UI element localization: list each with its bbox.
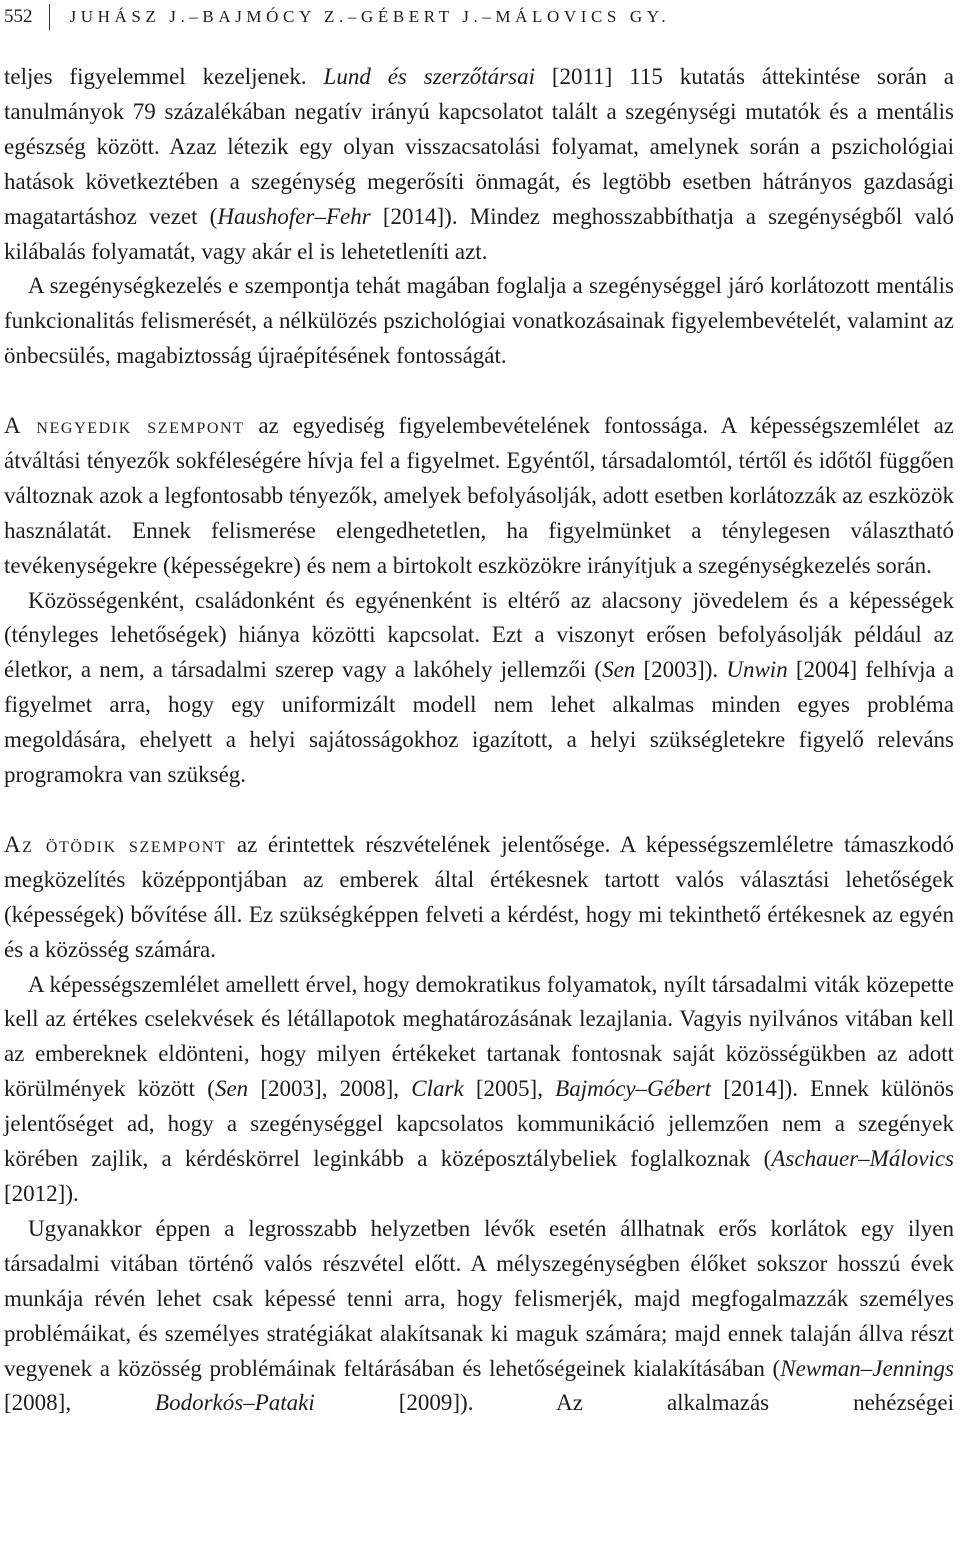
page-number: 552 [4, 6, 33, 27]
text-run: [2003], 2008], [248, 1076, 412, 1102]
text-run: [2011] 115 kutatás áttekintése során a tanulmányok 79 százalékában negatív irányú kapcsolatot talált a szegénységi mutatók és a mentális egészség között. Azaz létezik egy olyan visszacsatolási folyamat, amelynek során a pszichológiai hatások következtében a szegénység megerősíti önmagát, és legtöbb esetben hátrányos gazdasági magatartáshoz vezet ( [4, 64, 954, 229]
text-run: [2003]). [635, 657, 727, 683]
paragraph-p6 [4, 968, 954, 1212]
citation-author: Bodorkós–Pataki [155, 1390, 315, 1416]
running-head-authors: JUHÁSZ J.–BAJMÓCY Z.–GÉBERT J.–MÁLOVICS GY. [69, 7, 671, 26]
paragraph-p1 [4, 60, 954, 269]
text-run: Közösségenként, családonként és egyénenként is eltérő az alacsony jövedelem és a képességek (tényleges lehetőségek) hiánya közötti kapcsolat. Ezt a viszonyt erősen befolyásolják például az életkor, a nem, a társadalmi szerep vagy a lakóhely jellemzői ( [4, 587, 954, 683]
text-run: A képességszemlélet amellett érvel, hogy demokratikus folyamatok, nyílt társadalmi viták közepette kell az értékes cselekvések és létállapotok meghatározásának lezajlania. Vagyis nyilvános vitában kell az embereknek eldönteni, hogy milyen értékeket tartanak fontosnak saját közösségükben az adott körülmények között ( [4, 971, 954, 1102]
text-run: az érintettek részvételének jelentősége. A képességszemléletre támaszkodó megközelítés középpontjában az emberek által értékesnek tartott valós választási lehetőségek (képességek) bővítése áll. Ez szükségképpen felveti a kérdést, hogy mi tekinthető értékesnek az egyén és a közösség számára. [4, 831, 954, 962]
paragraph-p4 [4, 584, 954, 793]
text-run: [2009]). Az alkalmazás nehézségei [314, 1390, 954, 1416]
citation-author: Bajmócy–Gébert [555, 1076, 712, 1102]
header-divider [49, 4, 50, 30]
citation-author: Newman–Jennings [780, 1355, 954, 1381]
paragraph-p3 [4, 409, 954, 584]
text-run: [2008], [4, 1390, 156, 1416]
citation-author: Sen [214, 1076, 249, 1102]
text-run: A szegénységkezelés e szempontja tehát magában foglalja a szegénységgel járó korlátozott mentális funkcionalitás felismerését, a nélkülözés pszichológiai vonatkozásainak figyelembevételét, valamint az önbecsülés, magabiztosság újraépítésének fontosságát. [4, 273, 954, 369]
running-header [4, 0, 954, 34]
section-lead-in: A negyedik szempont [4, 413, 245, 439]
citation-author: Lund és szerzőtársai [323, 64, 535, 89]
citation-author: Haushofer–Fehr [217, 203, 371, 229]
citation-author: Aschauer–Málovics [771, 1146, 954, 1172]
paragraph-p2 [4, 269, 954, 374]
text-run: teljes figyelemmel kezeljenek. [4, 64, 324, 89]
text-run: [2004] felhívja a figyelmet arra, hogy egy uniformizált modell nem lehet alkalmas minden egyes probléma megoldására, ehelyett a helyi sajátosságokhoz igazított, a helyi szükségletekre figyelő releváns programokra van szükség. [4, 657, 954, 788]
paragraph-p5 [4, 828, 954, 968]
citation-author: Unwin [726, 657, 788, 683]
text-run: [2005], [463, 1076, 556, 1102]
paragraph-p7 [4, 1212, 954, 1421]
citation-author: Clark [411, 1076, 464, 1102]
text-run: [2014]). Mindez meghosszabbíthatja a szegénységből való kilábalás folyamatát, vagy akár el is lehetetleníti azt. [4, 203, 955, 264]
text-run: az egyediség figyelembevételének fontossága. A képességszemlélet az átváltási tényezők sokféleségére hívja fel a figyelmet. Egyéntől, társadalomtól, tértől és időtől függően változnak azok a legfontosabb tényezők, amelyek befolyásolják, adott esetben korlátozzák az eszközök használatát. Ennek felismerése elengedhetetlen, ha figyelmünket a ténylegesen választható tevékenységekre (képességekre) és nem a birtokolt eszközökre irányítjuk a szegénységkezelés során. [4, 413, 954, 578]
text-run: Ugyanakkor éppen a legrosszabb helyzetben lévők esetén állhatnak erős korlátok egy ilyen társadalmi vitában történő valós részvétel előtt. A mélyszegénységben élőket sokszor hosszú évek munkája révén lehet csak képessé tenni arra, hogy felismerjék, majd megfogalmazzák személyes problémáikat, és személyes stratégiákat alakítsanak ki maguk számára; majd ennek talaján állva részt vegyenek a közösség problémáinak feltárásában és lehetőségeinek kialakításában ( [4, 1215, 954, 1381]
text-run: [2014]). Ennek különös jelentőséget ad, hogy a szegénységgel kapcsolatos kommunikáció jellemzően nem a szegények körében zajlik, a kérdéskörrel leginkább a középosztálybeliek foglalkoznak ( [4, 1076, 954, 1172]
citation-author: Sen [602, 657, 636, 683]
section-lead-in: Az ötödik szempont [4, 831, 227, 857]
text-run: [2012]). [4, 1180, 79, 1206]
body-text [4, 60, 954, 1421]
